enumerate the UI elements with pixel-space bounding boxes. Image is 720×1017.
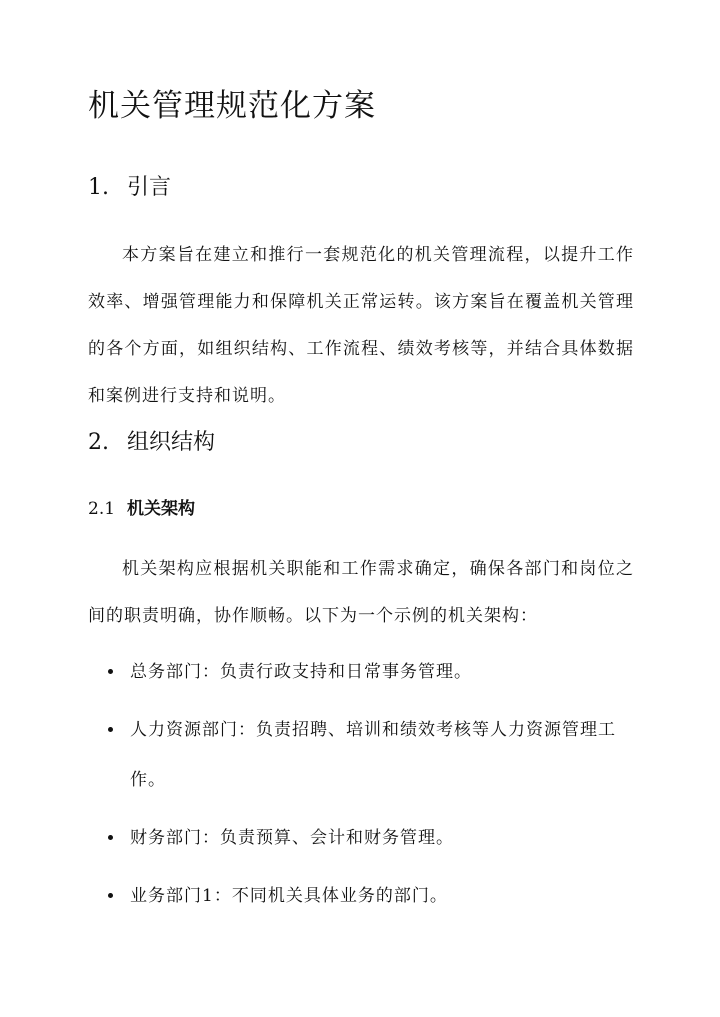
section-title: 引言	[127, 175, 172, 200]
subsection-title: 机关架构	[127, 499, 196, 519]
bullet-icon	[108, 893, 113, 898]
introduction-paragraph: 本方案旨在建立和推行一套规范化的机关管理流程，以提升工作效率、增强管理能力和保障机关正常运转。该方案旨在覆盖机关管理的各个方面，如组织结构、工作流程、绩效考核等，并结合具体数据和案例进行支持和说明。	[88, 245, 634, 406]
section-number: 1.	[88, 175, 109, 200]
subsection-number: 2.1	[88, 499, 116, 519]
list-item	[88, 871, 634, 921]
section-number: 2.	[88, 430, 109, 455]
list-item-text: 总务部门：负责行政支持和日常事务管理。	[130, 662, 472, 682]
list-item	[88, 647, 634, 697]
structure-paragraph: 机关架构应根据机关职能和工作需求确定，确保各部门和岗位之间的职责明确，协作顺畅。以下为一个示例的机关架构：	[88, 559, 634, 626]
bullet-icon	[108, 727, 113, 732]
section-heading-organization	[88, 427, 215, 459]
subsection-heading-structure	[88, 496, 195, 522]
bullet-icon	[108, 669, 113, 674]
document-title: 机关管理规范化方案	[88, 88, 376, 124]
section-title: 组织结构	[127, 430, 216, 455]
list-item-text: 财务部门：负责预算、会计和财务管理。	[130, 828, 454, 848]
list-item	[88, 705, 634, 805]
section-heading-introduction	[88, 172, 171, 204]
department-list	[88, 647, 634, 929]
bullet-icon	[108, 835, 113, 840]
list-item-text: 业务部门1：不同机关具体业务的部门。	[130, 886, 448, 906]
list-item-text: 人力资源部门：负责招聘、培训和绩效考核等人力资源管理工作。	[130, 720, 616, 790]
list-item	[88, 813, 634, 863]
